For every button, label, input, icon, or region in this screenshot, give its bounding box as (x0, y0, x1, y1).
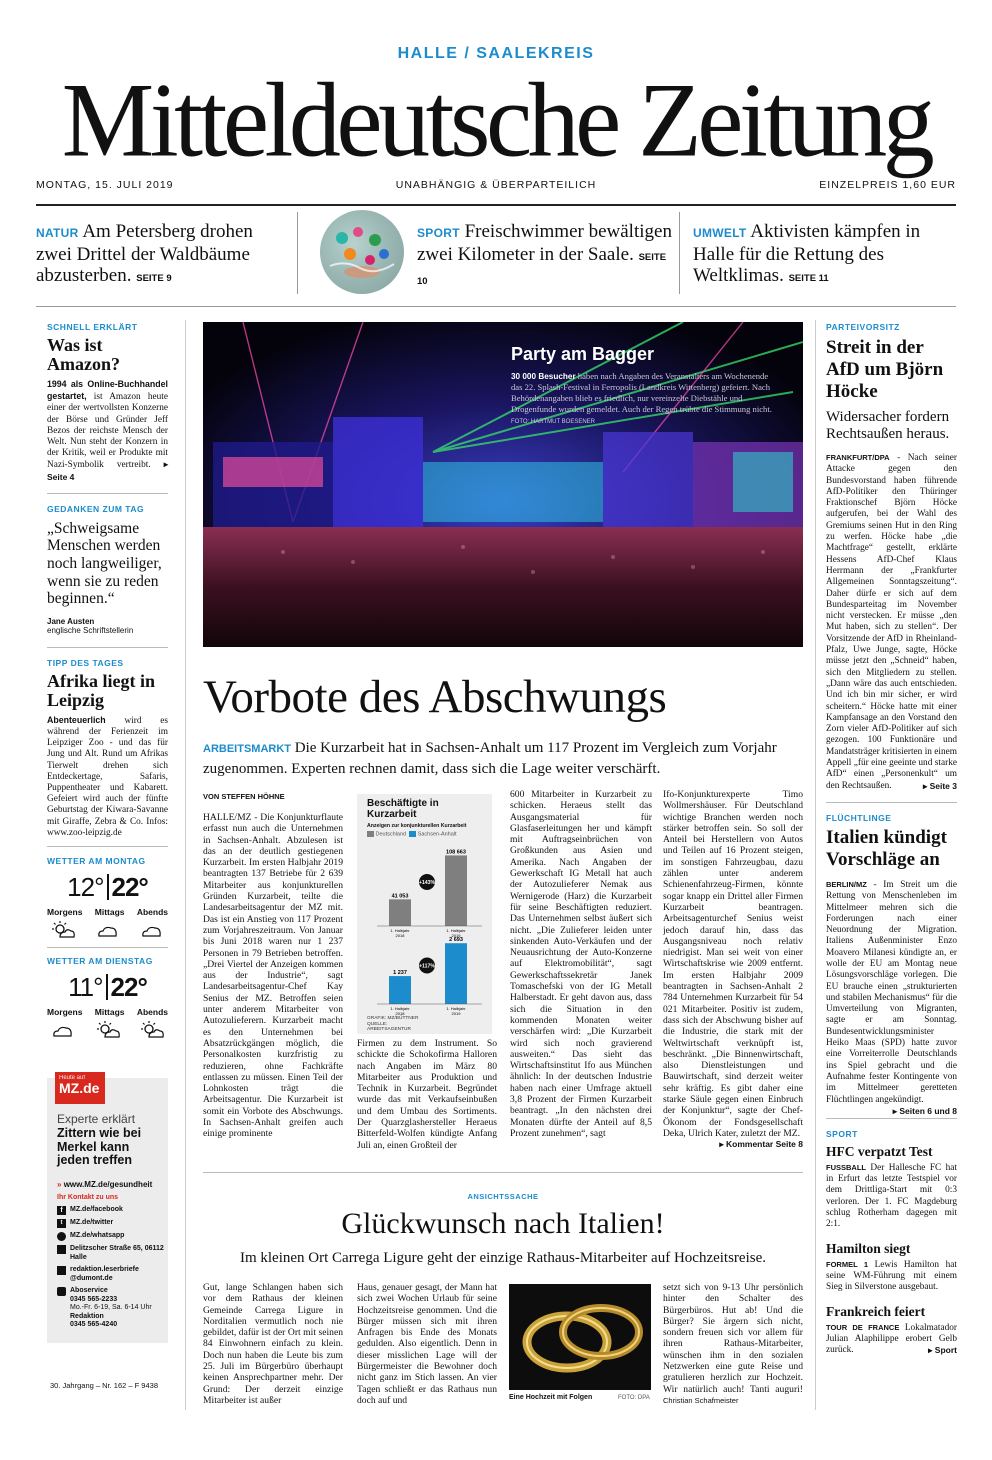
photo-caption (511, 371, 776, 428)
divider (826, 1118, 957, 1119)
mz-logo-brand: MZ.de (59, 1080, 100, 1096)
caption-lead: 30 000 Besucher (511, 372, 576, 381)
teaser-rule (36, 306, 956, 307)
opinion-col-3-text: setzt sich von 9-13 Uhr persönlich hinter den Schalter des Bürgerbüros. Hut ab! Und die Bürger? Sie ärgern sich nicht, sondern freuen sich vor allem für ihren Rathaus-Mitarbeiter, wünschen ihm in den sozialen Netzwerken eine gute Reise und gratulieren herzlich zur Hochzeit. Wir natürlich auch! Tanti auguri! (663, 1282, 803, 1395)
phone-icon (57, 1287, 66, 1296)
opinion-author: Christian Schafmeister (663, 1395, 739, 1405)
tip-body: wird es während der Ferienzeit im Leipziger Zoo - und das für Jung und Alt. Rund um Afrikas Tierwelt drehen sich Entdeckertage, Safaris, Puppentheater und Kabarett. Gefeiert wird auch der fünfte Geburtstag der Kiwara-Savanne mit Giraffe, Zebra & Co. Infos: www.zoo-leipzig.de (47, 715, 168, 838)
afd-ref[interactable]: ▸ Seite 3 (922, 780, 957, 791)
opinion-kicker: ANSICHTSSACHE (467, 1192, 539, 1201)
abo-title: Aboservice (70, 1287, 108, 1294)
tip-title[interactable]: Afrika liegt in Leipzig (47, 670, 155, 710)
time-evening: Abends (136, 907, 168, 918)
red-phone: 0345 565-4240 (70, 1321, 118, 1328)
chart-bar (389, 899, 411, 926)
lead-deck-text: Die Kurzarbeit hat in Sachsen-Anhalt um 117 Prozent im Vergleich zum Vorjahr zugenommen. Experten rechnen damit, dass sich die Lage weiter verschärft. (203, 740, 777, 777)
opinion-col-2: Haus, genauer gesagt, der Mann hat sich zwei Wochen Urlaub für seine Hochzeitsreise genommen. Und die Bürger müssen sich mit ihren Anfragen bis Ende des Monats gedulden. Also eigentlich. Denn in dieser misslichen Lage will der Bürgermeister die Bewohner doch nicht ganz im Stich lassen. An vier Tagen schließt er das Rathaus nun doch auf und (357, 1282, 497, 1406)
category-label: 2018 (395, 933, 405, 938)
contact-text: MZ.de/twitter (70, 1219, 114, 1226)
lead-headline[interactable]: Vorbote des Abschwungs (203, 671, 667, 723)
sport-title: Hamilton siegt (826, 1240, 911, 1256)
divider (47, 647, 168, 648)
contact-text: redaktion.leserbriefe @dumont.de (70, 1266, 139, 1282)
change-label: +117% (418, 963, 436, 970)
lead-col-4-text: Ifo-Konjunkturexperte Timo Wollmershäuser. Für Deutschland wichtige Branchen werden noch stärker betroffen sein. So soll der Anteil bei Herstellern von Autos und Teilen auf 16 Prozent steigen, im sonstigen Fahrzeugbau, dazu zählen unter anderem Schienenfahrzeug-Firmen, könnte sogar knapp ein Drittel aller Firmen Kurzarbeit beantragen. Arbeitsagenturchef Senius weist jedoch darauf hin, dass das Ausgangsniveau noch relativ niedrigist. Man sei weit von einer Wirtschaftskrise wie 2009 entfernt. Im ersten Halbjahr 2009 beantragten in Sachsen-Anhalt 2 784 Unternehmen Kurzarbeit für 54 021 Mitarbeiter. Positiv ist zudem, dass sich der Abschwung bisher auf die Industrie, die stark mit der Weltwirtschaft verknüpft ist, beschränkt. „Die Binnenwirtschaft, also Dienstleistungen und Bauwirtschaft, sind derzeit weiter sehr kräftig. Es gibt daher eine starke Säule gegen einen Einbruch der Konjunktur“, sagte der Chef-Ökonom der Fondsgesellschaft Deka, Ulrich Kater, zuletzt der MZ. (663, 789, 803, 1139)
bar-value-label: 2 693 (449, 937, 463, 944)
bar-value-label: 1 237 (393, 970, 407, 977)
weather-times (47, 1007, 168, 1017)
lead-col-1: HALLE/MZ - Die Konjunkturflaute erfasst nun auch die Unternehmen in Sachsen-Anhalt. Abzulesen ist das an der deutlich gestiegenen Kurzarbeit. Im ersten Halbjahr 2019 beantragten 137 Betriebe für 2 639 Mitarbeiter aus konjunkturellen Gründen Kurzarbeit, teilte die Landesarbeitsagentur der MZ mit. Das ist ein Anstieg von 117 Prozent zum Vorjahreszeitraum. Von Januar bis Juni 2018 waren nur 1 237 Personen in 79 Betrieben betroffen. „Drei Viertel der Anzeigen kommen aus der Industrie“, sagt Landesarbeitsagentur-Chef Kay Senius der MZ. Betroffen seien unter anderem Mitarbeiter von Autozulieferern. Kurzarbeit macht es den Unternehmen bei Absatzrückgängen möglich, die Personalkosten kurzfristig zu reduzieren, ohne Fachkräfte entlassen zu müssen. Einen Teil der Lohnkosten trägt die Arbeitsagentur. Die Kurzarbeit ist somit ein Vorbote des Abschwungs. In Sachsen-Anhalt greifen auch einige prominente (203, 812, 343, 1140)
change-label: +143% (418, 880, 436, 886)
explained-body: ist Amazon heute einer der wertvollsten Konzerne der Börse und Gründer Jeff Bezos der reichste Mensch der Welt. Nun steht der Konzern in der Kritik, weil er Produkte mit Nazi-Symbolik vertreibt. (47, 392, 168, 471)
abo-phone: 0345 565-2233 (70, 1295, 118, 1303)
divider (679, 212, 680, 294)
chart-title: Beschäftigte in Kurzarbeit (367, 798, 439, 820)
afd-ref-text: Seite 3 (929, 780, 957, 791)
time-morning: Morgens (47, 1007, 83, 1018)
facebook-icon: f (57, 1206, 66, 1215)
weather-label: WETTER AM MONTAG (47, 856, 146, 867)
refugees-body: - Im Streit um die Rettung von Menschenleben im Mittelmeer mehren sich die Forderungen nach einer Neuordnung der Migration. Italiens Außenminister Enzo Moavero Milanesi kündigte an, er wolle der EU am Montag neue Lösungsvorschläge vorlegen. Die EU brauche einen „strukturierten und stabilen Mechanismus“ für die Umverteilung von Migranten, sagte er am Sonntag. Bundesentwicklungsminister Heiko Maas (SPD) hatte zuvor eine Vorreiterrolle Deutschlands ins Spiel gebracht und die Aufnahme fester Kontingente von im Mittelmeer geretteten Flüchtlingen angekündigt. (826, 879, 957, 1105)
sport-lead: FUSSBALL (826, 1162, 866, 1172)
contact-address (57, 1245, 167, 1262)
promo-lead: Experte erklärt (57, 1112, 136, 1126)
category-label: 1. Halbjahr (390, 1006, 410, 1011)
lead-col-2: Firmen zu dem Instrument. So schickte die Schokofirma Halloren nach Angaben im März 80 Mitarbeiter aus Produktion und Technik in Kurzarbeit. Begründet wurde das mit Verkaufseinbußen und dem Umbau des Sortiments. Der Quarzglashersteller Heraeus Bitterfeld-Wolfen kündigte Anfang Juli an, einen Großteil der (357, 1038, 497, 1151)
opinion-deck: Im kleinen Ort Carrega Ligure geht der einzige Rathaus-Mitarbeiter auf Hochzeitsreise. (239, 1250, 767, 1266)
temp-high: 22° (110, 972, 147, 1003)
photo-credit: FOTO: HARTMUT BOESENER (511, 419, 596, 425)
divider (826, 802, 957, 803)
time-evening: Abends (136, 1007, 168, 1018)
twitter-icon: t (57, 1219, 66, 1228)
afd-text (826, 452, 957, 792)
section-kicker: SCHNELL ERKLÄRT (47, 322, 138, 332)
chart-plot (357, 834, 492, 1034)
divider (297, 212, 298, 294)
cloud-icon (140, 921, 164, 939)
red-title: Redaktion (70, 1312, 104, 1320)
sport-ref[interactable]: ▸ Sport (928, 1345, 957, 1356)
weather-times (47, 907, 168, 917)
chart-source: GRAFIK: MZ/BÜTTNER QUELLE: ARBEITSAGENTUR (367, 1016, 419, 1032)
explained-title[interactable]: Was ist Amazon? (47, 335, 120, 374)
weather-monday (47, 856, 168, 939)
chart-bar (445, 943, 467, 1004)
cloud-icon (96, 921, 120, 939)
swimmers-thumbnail[interactable] (320, 210, 404, 294)
legend-st: Sachsen-Anhalt (417, 831, 457, 838)
explained-lead: 1994 als Online-Buchhandel gestartet, (47, 379, 168, 402)
bar-value-label: 108 663 (446, 849, 466, 856)
sun-cloud-icon (51, 921, 75, 939)
mz-logo-small: Heute auf (59, 1075, 86, 1081)
section-kicker: SPORT (826, 1128, 858, 1139)
motto: UNABHÄNGIG & ÜBERPARTEILICH (395, 179, 597, 191)
tip-text (47, 715, 168, 839)
quote: „Schweigsame Menschen werden noch langweiliger, wenn sie zu reden beginnen.“ (47, 519, 162, 608)
afd-title[interactable]: Streit in der AfD um Björn Höcke (826, 337, 944, 402)
teaser-text: Freischwimmer bewältigen zwei Kilometer in der Saale. (417, 221, 672, 265)
cloud-icon (51, 1021, 75, 1039)
edition-label: HALLE / SAALEKREIS (397, 45, 595, 62)
opinion-col-1: Gut, lange Schlangen haben sich vor dem Rathaus der kleinen Gemeinde Carrega Ligure in Norditalien vermutlich noch nie gebildet, dafür ist der Ort mit seinen 84 Einwohnern einfach zu klein. Doch nun haben die Leute bis zum 25. Juli im Bürgerbüro überhaupt keinen Ansprechpartner mehr. Der Grund: Der derzeit einzige Mitarbeiter ist außer (203, 1282, 343, 1406)
sun-cloud-icon (96, 1021, 120, 1039)
sport-lead: TOUR DE FRANCE (826, 1322, 900, 1332)
teaser-sport[interactable] (417, 221, 672, 292)
issue-date: MONTAG, 15. JULI 2019 (36, 179, 174, 191)
quote-author: Jane Austen (47, 616, 95, 626)
contact-whatsapp[interactable] (57, 1232, 167, 1241)
lead-ref[interactable]: ▸ Kommentar Seite 8 (719, 1139, 803, 1150)
teaser-page: SEITE 10 (417, 252, 667, 287)
legend-de: Deutschland (375, 831, 407, 838)
promo-link[interactable]: » www.MZ.de/gesundheit (57, 1180, 153, 1189)
rings-credit: FOTO: DPA (618, 1395, 650, 1401)
mz-logo (55, 1072, 105, 1104)
time-noon: Mittags (94, 907, 125, 918)
refugees-dateline: BERLIN/MZ (826, 879, 867, 889)
category-label: 2019 (451, 1011, 461, 1016)
contact-list (57, 1206, 167, 1330)
explained-text (47, 379, 168, 484)
category-label: 2018 (395, 1011, 405, 1016)
issue-info: 30. Jahrgang – Nr. 162 – F 9438 (50, 1381, 158, 1390)
contact-facebook[interactable] (57, 1206, 167, 1215)
section-kicker: GEDANKEN ZUM TAG (47, 503, 145, 514)
tip-lead: Abenteuerlich (47, 714, 106, 725)
section-kicker: PARTEIVORSITZ (826, 322, 900, 332)
lead-deck (203, 738, 803, 779)
quote-author-role: englische Schriftstellerin (47, 625, 134, 635)
chart-subtitle: Anzeigen zur konjunkturellen Kurzarbeit (367, 823, 467, 829)
teaser-nature[interactable] (36, 221, 286, 289)
chart-bar (389, 976, 411, 1004)
opinion-headline[interactable]: Glückwunsch nach Italien! (341, 1207, 665, 1240)
sport-text (826, 1322, 957, 1357)
contact-text: MZ.de/facebook (70, 1206, 123, 1213)
divider (47, 493, 168, 494)
sport-title: HFC verpatzt Test (826, 1143, 933, 1159)
category-label: 1. Halbjahr (446, 1006, 466, 1011)
sport-item-tour[interactable] (826, 1304, 957, 1357)
teaser-text: Aktivisten kämpfen in Halle für die Rettung des Weltklimas. (693, 221, 921, 286)
teaser-kicker: UMWELT (693, 226, 747, 240)
lead-ref-text: Kommentar Seite 8 (726, 1139, 803, 1150)
weather-temps (47, 972, 168, 1003)
sun-cloud-icon (140, 1021, 164, 1039)
swimmers-image (320, 210, 404, 294)
contact-text: MZ.de/whatsapp (70, 1232, 125, 1239)
byline: VON STEFFEN HÖHNE (203, 792, 285, 801)
explained-ref[interactable]: ▸ Seite 4 (47, 459, 168, 482)
mail-icon (57, 1266, 66, 1275)
lead-col-3: 600 Mitarbeiter in Kurzarbeit zu schicken. Heraeus stellt das Ausgangsmaterial für Glasfaserleitungen her und kämpft mit Auftragseinbrüchen von Großkunden aus Asien und Amerika. Nach Angaben der Gewerkschaft IG Metall hat auch der Autozulieferer Nemak aus Wernigerode (Harz) die Kurzarbeit für seine Beschäftigten reduziert. Das Unternehmen selbst äußert sich nicht. „Die Zulieferer leiden unter sinkenden Auto-Verkäufen und der Neuausrichtung der Auto-Konzerne auf Elektromobilität“, sagt Gewerkschaftssekretär Janek Tomaschefski von der IG Metall Halberstadt. Er geht davon aus, dass sich die Situation in den kommenden Monaten weiter verschärfen wird: „Die Kurzarbeit wird sich noch gravierend ausweiten.“ Das sieht das Wirtschaftsinstitut Ifo aus München ähnlich: In der deutschen Industrie haben nach einer Umfrage aktuell 3,8 Prozent der Firmen Kurzarbeit beantragt. „In den nächsten drei Monaten dürfte der Anteil auf 8,5 Prozent zunehmen“, sagt (510, 789, 652, 1139)
section-kicker: TIPP DES TAGES (47, 657, 124, 668)
divider (47, 947, 168, 948)
wedding-rings-photo[interactable] (509, 1284, 651, 1390)
festival-photo[interactable] (203, 322, 803, 647)
explained-ref-text: Seite 4 (47, 471, 75, 482)
sport-item-hamilton[interactable] (826, 1241, 957, 1294)
contact-email[interactable] (57, 1266, 167, 1283)
sport-body: Lokalmatador Julian Alaphilippe erobert Gelb zurück. (826, 1322, 957, 1356)
caption-text: haben nach Angaben des Veranstalters am Wochenende das 22. Splash-Festival in Ferropolis (Landkreis Wittenberg) gefeiert. Nach Behördenangaben blieb es friedlich, nur vereinzelte Diebstähle und Drogenfunde wurden gemeldet. Auch der Regen trübte die Stimmung nicht. (511, 371, 772, 414)
left-column (47, 322, 168, 1039)
promo-url: www.MZ.de/gesundheit (63, 1180, 153, 1189)
weather-tuesday (47, 956, 168, 1039)
chart-bar (445, 855, 467, 926)
promo-headline: Zittern wie bei Merkel kann jeden treffen (57, 1126, 142, 1167)
kurzarbeit-chart[interactable] (357, 794, 492, 1034)
sport-text (826, 1162, 957, 1231)
refugees-ref[interactable]: ▸ Seiten 6 und 8 (892, 1105, 957, 1116)
price: EINZELPREIS 1,60 EUR (819, 179, 956, 191)
rings-image (509, 1284, 651, 1390)
teaser-environment[interactable] (693, 221, 955, 289)
divider (203, 1172, 803, 1173)
category-label: 1. Halbjahr (390, 928, 410, 933)
section-kicker: FLÜCHTLINGE (826, 812, 892, 823)
newspaper-title[interactable]: Mitteldeutsche Zeitung (61, 61, 931, 180)
category-label: 1. Halbjahr (446, 928, 466, 933)
contact-label: Ihr Kontakt zu uns (57, 1194, 119, 1201)
contact-text: Delitzscher Straße 65, 06112 Halle (70, 1245, 164, 1261)
opinion-col-3 (663, 1282, 803, 1407)
afd-dateline: FRANKFURT/DPA (826, 453, 890, 462)
sport-ref-text: Sport (934, 1345, 957, 1356)
bar-value-label: 41 053 (391, 893, 409, 900)
afd-deck: Widersacher fordern Rechtsaußen heraus. (826, 409, 950, 442)
weather-temps (47, 872, 168, 903)
location-icon (57, 1245, 66, 1254)
time-noon: Mittags (94, 1007, 125, 1018)
temp-low: 11° (68, 972, 103, 1003)
divider (47, 846, 168, 847)
afd-body: - Nach seiner Attacke gegen den Bundesvorstand haben führende AfD-Politiker den Thüringer Fraktionschef Björn Höcke aufgerufen, bei der Wahl des Gremiums seinen Hut in den Ring zu werfen. Höcke habe „die Machtfrage“ gestellt, erklärte Hessens AfD-Chef Klaus Herrmann der „Frankfurter Allgemeinen Sonntagszeitung“. Daher dürfe er sich auf dem Bundesparteitag im November nicht verstecken. Er müsse „den Mut haben, sich zu stellen“. Der Vorsitzende der AfD in Rheinland-Pfalz, Uwe Junge, sagte, Höcke müsse jetzt den „Schneid“ haben, sich den Mitgliedern zu stellen. „Dann wäre das auch entschieden. Und ich bin mir sicher, er wird scheitern.“ Höcke hatte mit einer Kampfansage an den Vorstand den Zorn vieler AfD-Politiker auf sich gezogen. 100 Funktionäre und Mandatsträger kritisierten in einem Appell „für eine geeinte und starke AfD“ einen „Personenkult“ um den Rechtsaußen. (826, 453, 958, 791)
refugees-title[interactable]: Italien kündigt Vorschläge an (826, 826, 947, 870)
sport-lead: FORMEL 1 (826, 1259, 869, 1269)
temp-high: 22° (111, 872, 148, 903)
refugees-ref-text: Seiten 6 und 8 (899, 1105, 957, 1116)
rings-caption: Eine Hochzeit mit Folgen (509, 1394, 593, 1401)
masthead-rule (36, 204, 956, 206)
lead-kicker: ARBEITSMARKT (203, 743, 291, 755)
teaser-page: SEITE 11 (788, 273, 829, 284)
photo-title: Party am Bagger (511, 344, 655, 364)
refugees-text (826, 879, 957, 1116)
weather-label: WETTER AM DIENSTAG (47, 956, 153, 967)
temp-low: 12° (67, 872, 104, 903)
sport-title: Frankreich feiert (826, 1303, 926, 1319)
mz-promo-box[interactable] (47, 1075, 168, 1343)
category-label: 2019 (451, 933, 461, 938)
contact-abo[interactable] (57, 1287, 167, 1330)
teaser-kicker: NATUR (36, 226, 79, 240)
teaser-text: Am Petersberg drohen zwei Drittel der Waldbäume abzusterben. (36, 221, 253, 286)
divider (185, 320, 186, 1410)
time-morning: Morgens (47, 907, 83, 918)
whatsapp-icon (57, 1232, 66, 1241)
teaser-page: SEITE 9 (136, 273, 172, 284)
right-column (826, 322, 957, 1356)
sport-body: Lewis Hamilton hat seine WM-Führung mit einem Sieg in Silverstone ausgebaut. (826, 1259, 957, 1293)
contact-twitter[interactable] (57, 1219, 167, 1228)
lead-col-4 (663, 789, 803, 1153)
divider (815, 320, 816, 1410)
sport-item-hfc[interactable] (826, 1144, 957, 1231)
sport-text (826, 1259, 957, 1294)
abo-hours: Mo.-Fr. 6-19, Sa. 6-14 Uhr (70, 1304, 152, 1311)
sport-body: Der Hallesche FC hat in Erfurt das letzte Testspiel vor dem Drittliga-Start mit 0:3 verloren. Der 1. FC Magdeburg schlug Rotherham dagegen mit 2:1. (826, 1162, 957, 1230)
teaser-kicker: SPORT (417, 226, 460, 240)
